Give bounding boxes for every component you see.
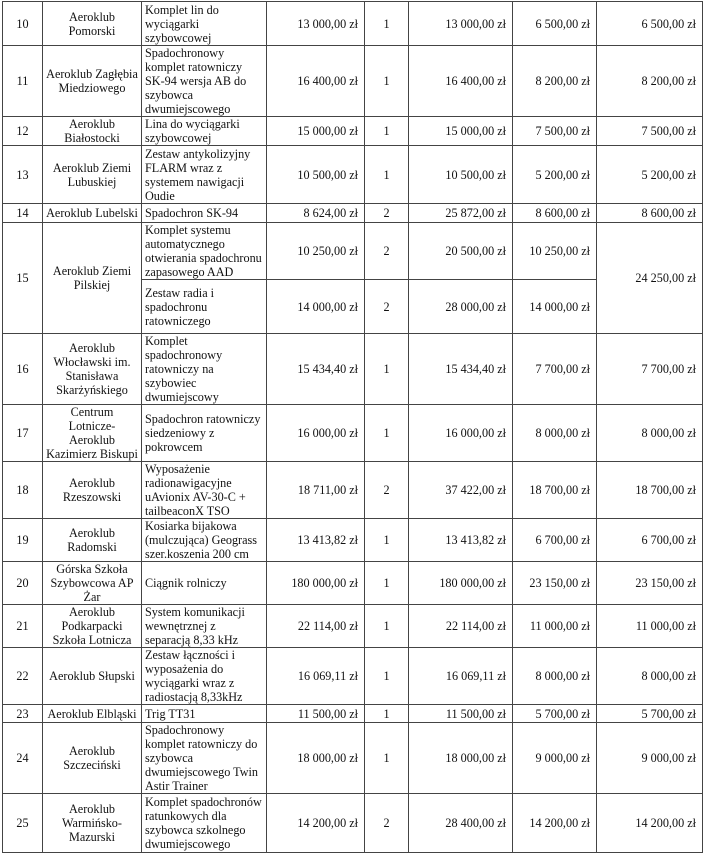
organization-name: Aeroklub Warmińsko-Mazurski: [43, 794, 142, 853]
total-cost: 180 000,00 zł: [409, 562, 513, 605]
organization-name: Aeroklub Podkarpacki Szkoła Lotnicza: [43, 605, 142, 648]
total-cost: 13 413,82 zł: [409, 519, 513, 562]
grant-amount: 8 000,00 zł: [513, 648, 597, 705]
total-cost: 20 500,00 zł: [409, 223, 513, 280]
unit-price: 16 000,00 zł: [267, 405, 365, 462]
row-number: 20: [3, 562, 43, 605]
organization-name: Aeroklub Ziemi Pilskiej: [43, 223, 142, 334]
total-cost: 10 500,00 zł: [409, 146, 513, 204]
item-description: Spadochronowy komplet ratowniczy do szybowca dwumiejscowego Twin Astir Trainer: [142, 723, 267, 794]
item-description: Spadochron ratowniczy siedzeniowy z pokrowcem: [142, 405, 267, 462]
grant-amount: 9 000,00 zł: [513, 723, 597, 794]
item-description: Zestaw łączności i wyposażenia do wyciągarki wraz z radiostacją 8,33kHz: [142, 648, 267, 705]
organization-name: Aeroklub Pomorski: [43, 2, 142, 46]
row-number: 11: [3, 46, 43, 117]
quantity: 1: [365, 605, 409, 648]
organization-name: Górska Szkoła Szybowcowa AP Żar: [43, 562, 142, 605]
unit-price: 15 000,00 zł: [267, 117, 365, 146]
unit-price: 10 500,00 zł: [267, 146, 365, 204]
grant-total: 24 250,00 zł: [597, 223, 703, 334]
row-number: 14: [3, 204, 43, 223]
item-description: Zestaw radia i spadochronu ratowniczego: [142, 280, 267, 334]
row-number: 22: [3, 648, 43, 705]
unit-price: 22 114,00 zł: [267, 605, 365, 648]
unit-price: 13 413,82 zł: [267, 519, 365, 562]
quantity: 1: [365, 334, 409, 405]
table-row: [3, 605, 703, 648]
total-cost: 18 000,00 zł: [409, 723, 513, 794]
grant-amount: 23 150,00 zł: [513, 562, 597, 605]
row-number: 12: [3, 117, 43, 146]
table-row: [3, 2, 703, 46]
grant-total: 7 500,00 zł: [597, 117, 703, 146]
grant-amount: 8 600,00 zł: [513, 204, 597, 223]
quantity: 2: [365, 280, 409, 334]
grant-amount: 10 250,00 zł: [513, 223, 597, 280]
grant-total: 23 150,00 zł: [597, 562, 703, 605]
grant-total: 5 200,00 zł: [597, 146, 703, 204]
table-row: [3, 117, 703, 146]
grant-amount: 5 200,00 zł: [513, 146, 597, 204]
grant-total: 8 600,00 zł: [597, 204, 703, 223]
grant-total: 6 700,00 zł: [597, 519, 703, 562]
table-row: [3, 562, 703, 605]
organization-name: Aeroklub Szczeciński: [43, 723, 142, 794]
quantity: 2: [365, 794, 409, 853]
table-row: [3, 204, 703, 223]
item-description: Kosiarka bijakowa (mulczująca) Geograss szer.koszenia 200 cm: [142, 519, 267, 562]
item-description: System komunikacji wewnętrznej z separacją 8,33 kHz: [142, 605, 267, 648]
row-number: 24: [3, 723, 43, 794]
unit-price: 15 434,40 zł: [267, 334, 365, 405]
grant-amount: 7 700,00 zł: [513, 334, 597, 405]
organization-name: Centrum Lotnicze-Aeroklub Kazimierz Biskupi: [43, 405, 142, 462]
grant-amount: 8 000,00 zł: [513, 405, 597, 462]
item-description: Komplet spadochronowy ratowniczy na szybowiec dwumiejscowy: [142, 334, 267, 405]
table-row: [3, 648, 703, 705]
organization-name: Aeroklub Słupski: [43, 648, 142, 705]
row-number: 21: [3, 605, 43, 648]
funding-table: [2, 1, 703, 853]
row-number: 18: [3, 462, 43, 519]
quantity: 1: [365, 46, 409, 117]
grant-amount: 18 700,00 zł: [513, 462, 597, 519]
organization-name: Aeroklub Radomski: [43, 519, 142, 562]
row-number: 13: [3, 146, 43, 204]
organization-name: Aeroklub Włocławski im. Stanisława Skarżyńskiego: [43, 334, 142, 405]
item-description: Lina do wyciągarki szybowcowej: [142, 117, 267, 146]
grant-total: 18 700,00 zł: [597, 462, 703, 519]
total-cost: 16 400,00 zł: [409, 46, 513, 117]
grant-amount: 8 200,00 zł: [513, 46, 597, 117]
grant-total: 8 000,00 zł: [597, 405, 703, 462]
grant-total: 9 000,00 zł: [597, 723, 703, 794]
row-number: 10: [3, 2, 43, 46]
organization-name: Aeroklub Zagłębia Miedziowego: [43, 46, 142, 117]
unit-price: 10 250,00 zł: [267, 223, 365, 280]
organization-name: Aeroklub Rzeszowski: [43, 462, 142, 519]
table-row: [3, 334, 703, 405]
grant-total: 8 200,00 zł: [597, 46, 703, 117]
organization-name: Aeroklub Ziemi Lubuskiej: [43, 146, 142, 204]
grant-amount: 11 000,00 zł: [513, 605, 597, 648]
item-description: Wyposażenie radionawigacyjne uAvionix AV-30-C + tailbeaconX TSO: [142, 462, 267, 519]
item-description: Komplet lin do wyciągarki szybowcowej: [142, 2, 267, 46]
grant-amount: 6 700,00 zł: [513, 519, 597, 562]
grant-total: 6 500,00 zł: [597, 2, 703, 46]
unit-price: 14 000,00 zł: [267, 280, 365, 334]
quantity: 1: [365, 146, 409, 204]
item-description: Komplet systemu automatycznego otwierania spadochronu zapasowego AAD: [142, 223, 267, 280]
table-row: [3, 723, 703, 794]
grant-total: 11 000,00 zł: [597, 605, 703, 648]
unit-price: 18 000,00 zł: [267, 723, 365, 794]
table-row: [3, 705, 703, 723]
item-description: Zestaw antykolizyjny FLARM wraz z systemem nawigacji Oudie: [142, 146, 267, 204]
total-cost: 11 500,00 zł: [409, 705, 513, 723]
organization-name: Aeroklub Białostocki: [43, 117, 142, 146]
item-description: Komplet spadochronów ratunkowych dla szybowca szkolnego dwumiejscowego: [142, 794, 267, 853]
unit-price: 13 000,00 zł: [267, 2, 365, 46]
row-number: 17: [3, 405, 43, 462]
total-cost: 15 000,00 zł: [409, 117, 513, 146]
grant-amount: 14 200,00 zł: [513, 794, 597, 853]
unit-price: 180 000,00 zł: [267, 562, 365, 605]
table-row: [3, 794, 703, 853]
organization-name: Aeroklub Lubelski: [43, 204, 142, 223]
unit-price: 16 400,00 zł: [267, 46, 365, 117]
unit-price: 18 711,00 zł: [267, 462, 365, 519]
total-cost: 13 000,00 zł: [409, 2, 513, 46]
grant-amount: 6 500,00 zł: [513, 2, 597, 46]
item-description: Spadochronowy komplet ratowniczy SK-94 wersja AB do szybowca dwumiejscowego: [142, 46, 267, 117]
unit-price: 16 069,11 zł: [267, 648, 365, 705]
grant-total: 8 000,00 zł: [597, 648, 703, 705]
total-cost: 25 872,00 zł: [409, 204, 513, 223]
table-body: [3, 2, 703, 853]
total-cost: 22 114,00 zł: [409, 605, 513, 648]
table-row: [3, 146, 703, 204]
item-description: Spadochron SK-94: [142, 204, 267, 223]
table-row: [3, 223, 703, 280]
total-cost: 16 000,00 zł: [409, 405, 513, 462]
unit-price: 14 200,00 zł: [267, 794, 365, 853]
row-number: 23: [3, 705, 43, 723]
quantity: 2: [365, 223, 409, 280]
quantity: 1: [365, 705, 409, 723]
row-number: 19: [3, 519, 43, 562]
quantity: 1: [365, 648, 409, 705]
row-number: 15: [3, 223, 43, 334]
unit-price: 11 500,00 zł: [267, 705, 365, 723]
quantity: 1: [365, 723, 409, 794]
row-number: 25: [3, 794, 43, 853]
grant-total: 7 700,00 zł: [597, 334, 703, 405]
item-description: Trig TT31: [142, 705, 267, 723]
total-cost: 16 069,11 zł: [409, 648, 513, 705]
table-row: [3, 405, 703, 462]
grant-total: 5 700,00 zł: [597, 705, 703, 723]
quantity: 1: [365, 117, 409, 146]
table-row: [3, 462, 703, 519]
quantity: 1: [365, 2, 409, 46]
item-description: Ciągnik rolniczy: [142, 562, 267, 605]
quantity: 1: [365, 519, 409, 562]
row-number: 16: [3, 334, 43, 405]
table-row: [3, 519, 703, 562]
total-cost: 15 434,40 zł: [409, 334, 513, 405]
total-cost: 37 422,00 zł: [409, 462, 513, 519]
grant-amount: 5 700,00 zł: [513, 705, 597, 723]
organization-name: Aeroklub Elbląski: [43, 705, 142, 723]
total-cost: 28 400,00 zł: [409, 794, 513, 853]
total-cost: 28 000,00 zł: [409, 280, 513, 334]
quantity: 1: [365, 562, 409, 605]
grant-amount: 14 000,00 zł: [513, 280, 597, 334]
grant-total: 14 200,00 zł: [597, 794, 703, 853]
quantity: 1: [365, 405, 409, 462]
quantity: 2: [365, 462, 409, 519]
table-row: [3, 46, 703, 117]
grant-amount: 7 500,00 zł: [513, 117, 597, 146]
quantity: 2: [365, 204, 409, 223]
unit-price: 8 624,00 zł: [267, 204, 365, 223]
